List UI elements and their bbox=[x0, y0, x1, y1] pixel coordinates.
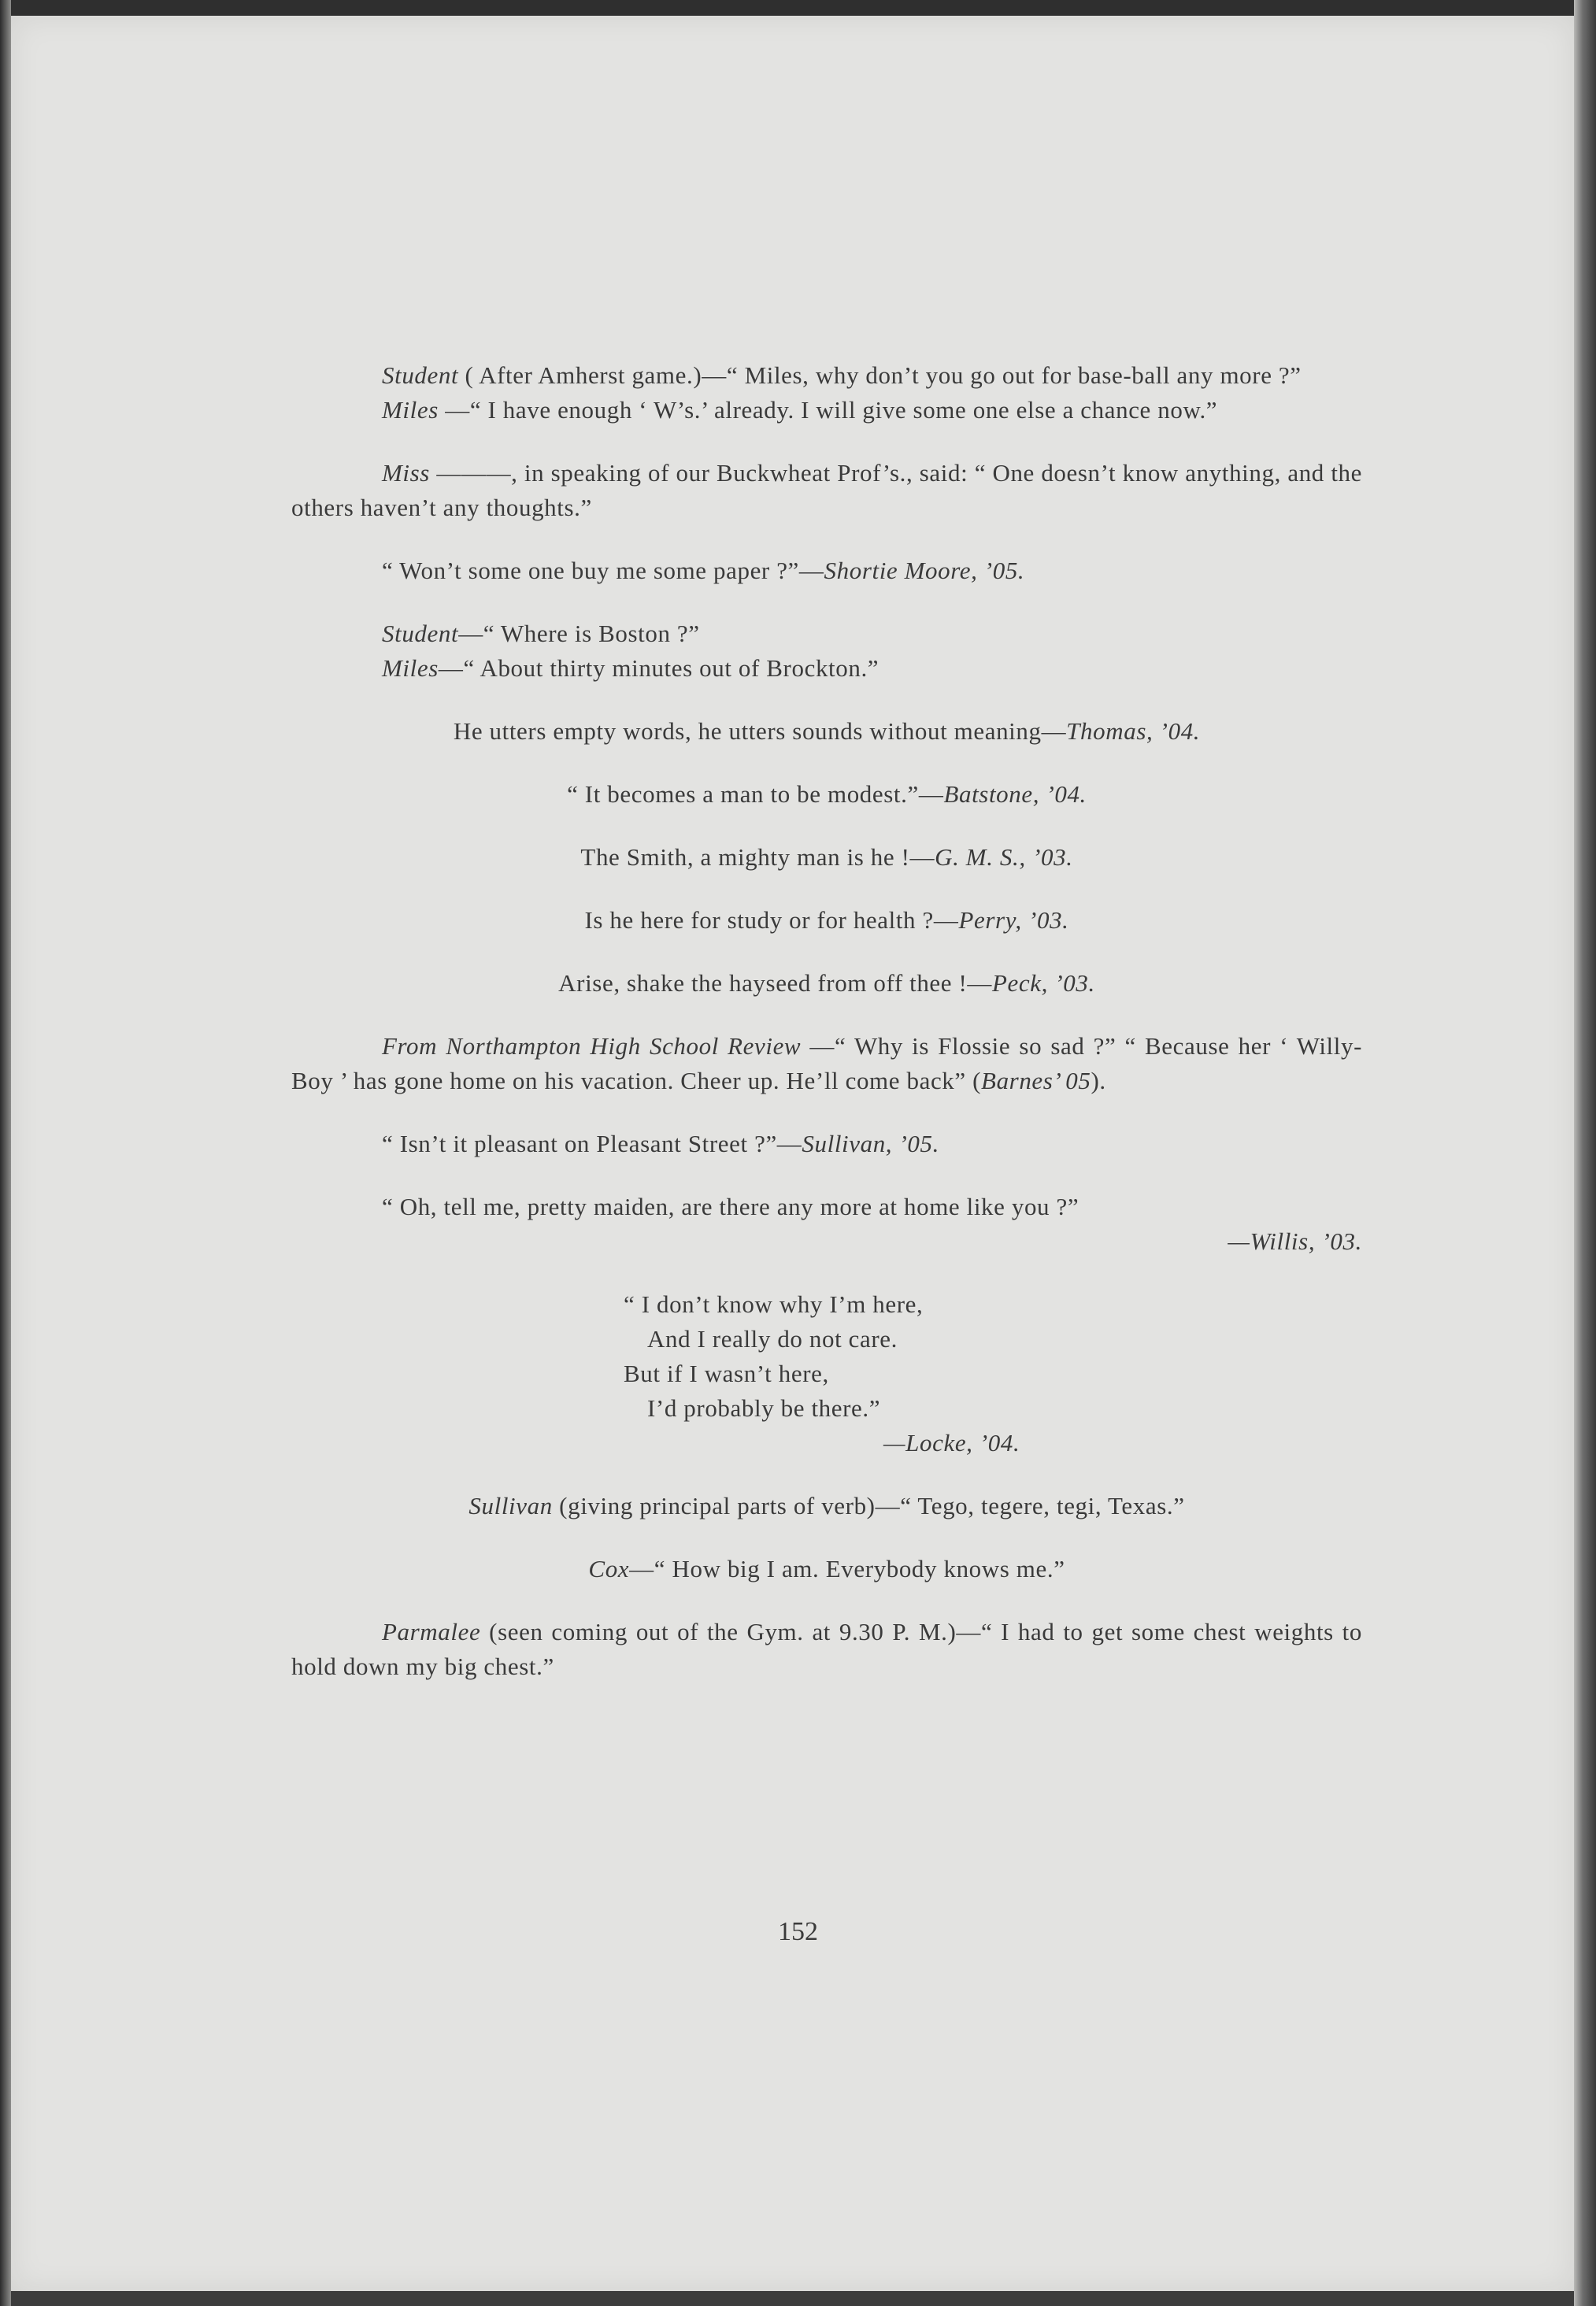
entry-northampton-review: From Northampton High School Review —“ Why is Flossie so sad ?” “ Because her ‘ Willy-Boy ’ has gone home on his vacation. Cheer up. He’ll come back” (Barnes’ 05). bbox=[291, 1032, 1363, 1094]
entry-miss-buckwheat: Miss ———, in speaking of our Buckwheat Prof’s., said: “ One doesn’t know anything, and the others haven’t any thoughts.” bbox=[291, 459, 1362, 521]
entry-shortie-moore: “ Won’t some one buy me some paper ?”—Shortie Moore, ’05. bbox=[382, 557, 1025, 584]
entry-sullivan-pleasant: “ Isn’t it pleasant on Pleasant Street ?”—Sullivan, ’05. bbox=[382, 1130, 939, 1157]
poem-locke bbox=[624, 1287, 1362, 1460]
entry-gms: The Smith, a mighty man is he !—G. M. S., ’03. bbox=[580, 843, 1073, 871]
entry-student-amherst: Student ( After Amherst game.)—“ Miles, why don’t you go out for base-ball any more ?” bbox=[382, 361, 1302, 389]
poem-line-2: And I really do not care. bbox=[647, 1325, 898, 1353]
poem-line-1: “ I don’t know why I’m here, bbox=[624, 1290, 924, 1318]
poem-line-3: But if I wasn’t here, bbox=[624, 1360, 829, 1387]
scan-left-border bbox=[0, 0, 11, 2306]
entry-willis: “ Oh, tell me, pretty maiden, are there any more at home like you ?” bbox=[382, 1193, 1079, 1220]
entry-miles-ws: Miles —“ I have enough ‘ W’s.’ already. I will give some one else a chance now.” bbox=[382, 396, 1218, 424]
page-body bbox=[291, 358, 1362, 1684]
entry-peck: Arise, shake the hayseed from off thee !—Peck, ’03. bbox=[558, 969, 1095, 997]
scan-right-border bbox=[1574, 0, 1596, 2306]
entry-willis-signature: —Willis, ’03. bbox=[1228, 1227, 1362, 1255]
entry-miles-brockton: Miles—“ About thirty minutes out of Brockton.” bbox=[382, 654, 879, 682]
entry-perry: Is he here for study or for health ?—Perry, ’03. bbox=[584, 906, 1069, 934]
scan-top-border bbox=[0, 0, 1596, 16]
entry-student-boston: Student—“ Where is Boston ?” bbox=[382, 620, 700, 647]
poem-line-4: I’d probably be there.” bbox=[647, 1394, 881, 1422]
entry-thomas: He utters empty words, he utters sounds without meaning—Thomas, ’04. bbox=[453, 717, 1201, 745]
poem-signature: —Locke, ’04. bbox=[883, 1429, 1020, 1457]
page-number: 152 bbox=[778, 1917, 818, 1946]
entry-sullivan-tego: Sullivan (giving principal parts of verb)—“ Tego, tegere, tegi, Texas.” bbox=[468, 1492, 1185, 1519]
entry-batstone: “ It becomes a man to be modest.”—Batstone, ’04. bbox=[567, 780, 1087, 808]
entry-cox: Cox—“ How big I am. Everybody knows me.” bbox=[588, 1555, 1065, 1582]
entry-parmalee: Parmalee (seen coming out of the Gym. at 9.30 P. M.)—“ I had to get some chest weights to hold down my big chest.” bbox=[291, 1618, 1362, 1680]
